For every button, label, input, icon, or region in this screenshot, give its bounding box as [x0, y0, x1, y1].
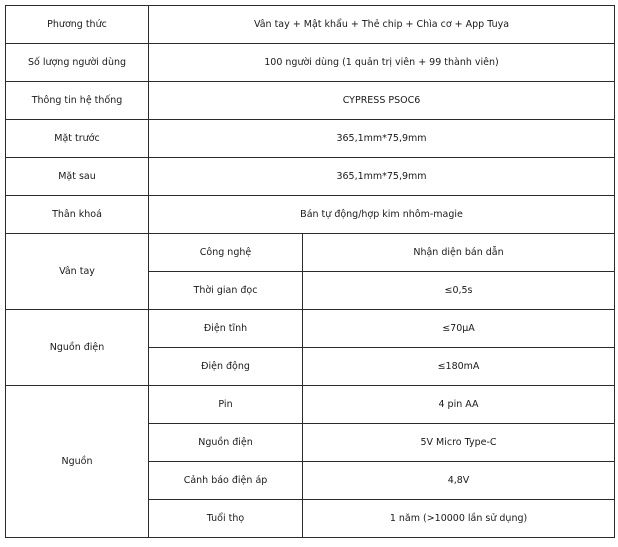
- group-label: Nguồn: [6, 386, 149, 538]
- sub-value: 4 pin AA: [303, 386, 615, 424]
- row-value: 100 người dùng (1 quản trị viên + 99 thành viên): [149, 44, 615, 82]
- sub-label: Nguồn điện: [149, 424, 303, 462]
- sub-value: 1 năm (>10000 lần sử dụng): [303, 500, 615, 538]
- table-row: [6, 310, 615, 348]
- sub-label: Điện tĩnh: [149, 310, 303, 348]
- row-label: Phương thức: [6, 6, 149, 44]
- table-row: [6, 6, 615, 44]
- sub-label: Thời gian đọc: [149, 272, 303, 310]
- table-row: [6, 196, 615, 234]
- sub-label: Điện động: [149, 348, 303, 386]
- table-row: [6, 120, 615, 158]
- sub-value: ≤0,5s: [303, 272, 615, 310]
- row-label: Thân khoá: [6, 196, 149, 234]
- sub-value: ≤70μA: [303, 310, 615, 348]
- row-label: Mặt sau: [6, 158, 149, 196]
- sub-value: Nhận diện bán dẫn: [303, 234, 615, 272]
- group-label: Vân tay: [6, 234, 149, 310]
- sub-value: 5V Micro Type-C: [303, 424, 615, 462]
- spec-table: [5, 5, 615, 538]
- sub-value: 4,8V: [303, 462, 615, 500]
- row-label: Thông tin hệ thống: [6, 82, 149, 120]
- table-row: [6, 82, 615, 120]
- sub-label: Cảnh báo điện áp: [149, 462, 303, 500]
- row-label: Mặt trước: [6, 120, 149, 158]
- row-value: 365,1mm*75,9mm: [149, 120, 615, 158]
- sub-label: Pin: [149, 386, 303, 424]
- row-value: Vân tay + Mật khẩu + Thẻ chip + Chìa cơ + App Tuya: [149, 6, 615, 44]
- sub-value: ≤180mA: [303, 348, 615, 386]
- row-value: CYPRESS PSOC6: [149, 82, 615, 120]
- sub-label: Tuổi thọ: [149, 500, 303, 538]
- table-row: [6, 44, 615, 82]
- row-value: Bán tự động/hợp kim nhôm-magie: [149, 196, 615, 234]
- table-row: [6, 158, 615, 196]
- sub-label: Công nghệ: [149, 234, 303, 272]
- group-label: Nguồn điện: [6, 310, 149, 386]
- row-label: Số lượng người dùng: [6, 44, 149, 82]
- table-row: [6, 234, 615, 272]
- table-row: [6, 386, 615, 424]
- row-value: 365,1mm*75,9mm: [149, 158, 615, 196]
